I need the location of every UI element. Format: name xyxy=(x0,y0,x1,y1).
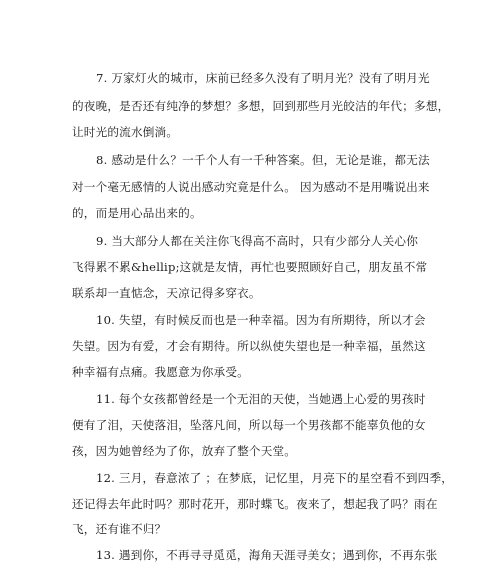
paragraph-12-line-2: 还记得去年此时吗？那时花开，那时蝶飞。夜来了，想起我了吗？雨在 xyxy=(72,497,438,511)
paragraph-10-line-3: 种幸福有点痛。我愿意为你承受。 xyxy=(72,365,249,379)
paragraph-13-line-1: 13. 遇到你，不再寻寻觅觅，海角天涯寻美女；遇到你，不再东张 xyxy=(96,548,438,562)
paragraph-7-line-1: 7. 万家灯火的城市，床前已经多久没有了明月光？没有了明月光 xyxy=(96,71,430,85)
paragraph-11-line-2: 便有了泪，天使落泪，坠落凡间，所以每一个男孩都不能辜负他的女 xyxy=(72,418,426,432)
paragraph-9-line-1: 9. 当大部分人都在关注你飞得高不高时，只有少部分人关心你 xyxy=(96,234,418,248)
paragraph-12-line-1: 12. 三月，春意浓了 ；在梦底，记忆里，月亮下的星空看不到四季， xyxy=(96,471,454,485)
paragraph-11-line-1: 11. 每个女孩都曾经是一个无泪的天使，当她遇上心爱的男孩时 xyxy=(96,392,426,406)
paragraph-8-line-3: 的，而是用心品出来的。 xyxy=(72,206,202,220)
paragraph-10-line-1: 10. 失望，有时候反而也是一种幸福。因为有所期待，所以才会 xyxy=(96,313,426,327)
paragraph-8-line-2: 对一个毫无感情的人说出感动究竟是什么。 因为感动不是用嘴说出来 xyxy=(72,180,430,194)
paragraph-10-line-2: 失望。因为有爱，才会有期待。所以纵使失望也是一种幸福，虽然这 xyxy=(72,339,426,353)
paragraph-9-line-3: 联系却一直惦念，天凉记得多穿衣。 xyxy=(72,286,261,300)
paragraph-9-line-2: 飞得累不累&hellip;这就是友情，再忙也要照顾好自己，朋友虽不常 xyxy=(72,260,428,274)
paragraph-11-line-3: 孩，因为她曾经为了你，放弃了整个天堂。 xyxy=(72,444,297,458)
paragraph-8-line-1: 8. 感动是什么？一千个人有一千种答案。但，无论是谁，都无法 xyxy=(96,153,430,167)
paragraph-12-line-3: 飞，还有谁不归？ xyxy=(72,522,167,536)
paragraph-7-line-2: 的夜晚，是否还有纯净的梦想？多想，回到那些月光皎洁的年代；多想， xyxy=(72,99,450,113)
paragraph-7-line-3: 让时光的流水倒淌。 xyxy=(72,125,179,139)
